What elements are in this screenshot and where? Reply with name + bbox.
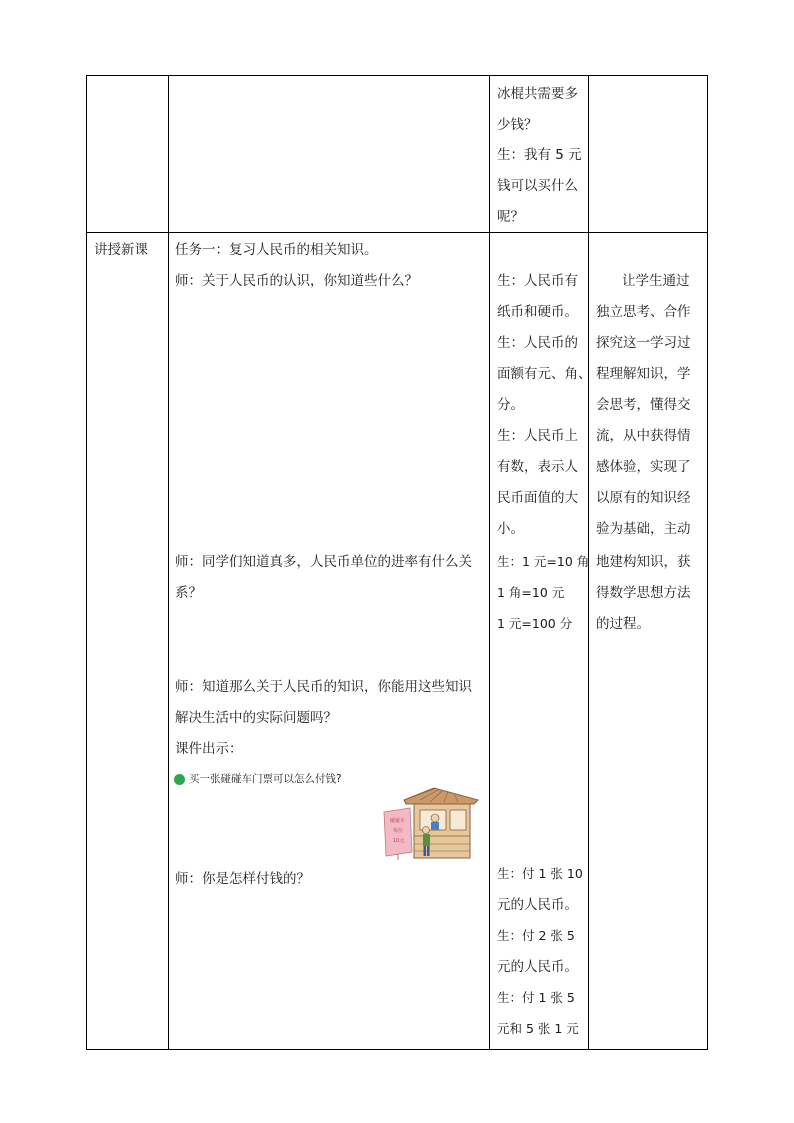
- text-line: 师：同学们知道真多，人民币单位的进率有什么关: [175, 554, 472, 570]
- text-line: 纸币和硬币。: [497, 304, 578, 320]
- text-line: 感体验，实现了: [596, 459, 691, 475]
- text-line: 的过程。: [596, 616, 650, 632]
- bullet-dot-icon: [174, 774, 185, 785]
- text-line: 任务一：复习人民币的相关知识。: [175, 242, 378, 258]
- text-line: 解决生活中的实际问题吗？: [175, 710, 337, 726]
- text-line: 流，从中获得情: [596, 428, 691, 444]
- text-line: 探究这一学习过: [596, 335, 691, 351]
- table-col-divider-2: [489, 75, 490, 1050]
- sign-text-line: 10元: [393, 838, 405, 844]
- text-line: 课件出示：: [175, 741, 243, 757]
- text-line: 生：人民币上: [497, 428, 578, 444]
- text-line: 元和 5 张 1 元: [497, 1021, 579, 1036]
- text-line: 得数学思想方法: [596, 585, 691, 601]
- text-line: 1 角=10 元: [497, 585, 565, 600]
- text-line: 会思考，懂得交: [596, 397, 691, 413]
- text-line: 生：1 元=10 角: [497, 554, 590, 569]
- text-line: 验为基础，主动: [596, 521, 691, 537]
- slide-question: 买一张碰碰车门票可以怎么付钱?: [189, 773, 342, 785]
- ticket-booth-illustration: [380, 786, 480, 862]
- text-line: 元的人民币。: [497, 959, 578, 975]
- text-line: 呢？: [497, 209, 524, 225]
- table-right-border: [707, 75, 708, 1050]
- text-line: 地建构知识，获: [596, 554, 691, 570]
- text-line: 让学生通过: [622, 273, 690, 289]
- table-bottom-border: [86, 1049, 708, 1050]
- text-line: 元的人民币。: [497, 897, 578, 913]
- table-col-divider-1: [168, 75, 169, 1050]
- text-line: 小。: [497, 521, 524, 537]
- table-row-divider: [86, 232, 708, 233]
- text-line: 生：我有 5 元: [497, 147, 582, 163]
- text-line: 生：付 2 张 5: [497, 928, 575, 943]
- text-line: 钱可以买什么: [497, 178, 578, 194]
- text-line: 师：你是怎样付钱的？: [175, 871, 310, 887]
- text-line: 有数，表示人: [497, 459, 578, 475]
- table-left-border: [86, 75, 87, 1050]
- text-line: 生：人民币有: [497, 273, 578, 289]
- text-line: 系？: [175, 585, 202, 601]
- table-top-border: [86, 75, 708, 76]
- text-line: 生：付 1 张 5: [497, 990, 575, 1005]
- text-line: 少钱？: [497, 117, 538, 133]
- text-line: 冰棍共需要多: [497, 86, 578, 102]
- text-line: 以原有的知识经: [596, 490, 691, 506]
- text-line: 师：关于人民币的认识，你知道些什么？: [175, 273, 418, 289]
- sign-text-line: 每位: [393, 828, 404, 834]
- text-line: 生：人民币的: [497, 335, 578, 351]
- section-label: 讲授新课: [94, 242, 148, 258]
- text-line: 程理解知识，学: [596, 366, 691, 382]
- text-line: 生：付 1 张 10: [497, 866, 583, 881]
- text-line: 面额有元、角、: [497, 366, 592, 382]
- text-line: 民币面值的大: [497, 490, 578, 506]
- text-line: 1 元=100 分: [497, 616, 573, 631]
- sign-text-line: 碰碰车: [390, 818, 406, 824]
- text-line: 独立思考、合作: [596, 304, 691, 320]
- text-line: 师：知道那么关于人民币的知识，你能用这些知识: [175, 679, 472, 695]
- text-line: 分。: [497, 397, 524, 413]
